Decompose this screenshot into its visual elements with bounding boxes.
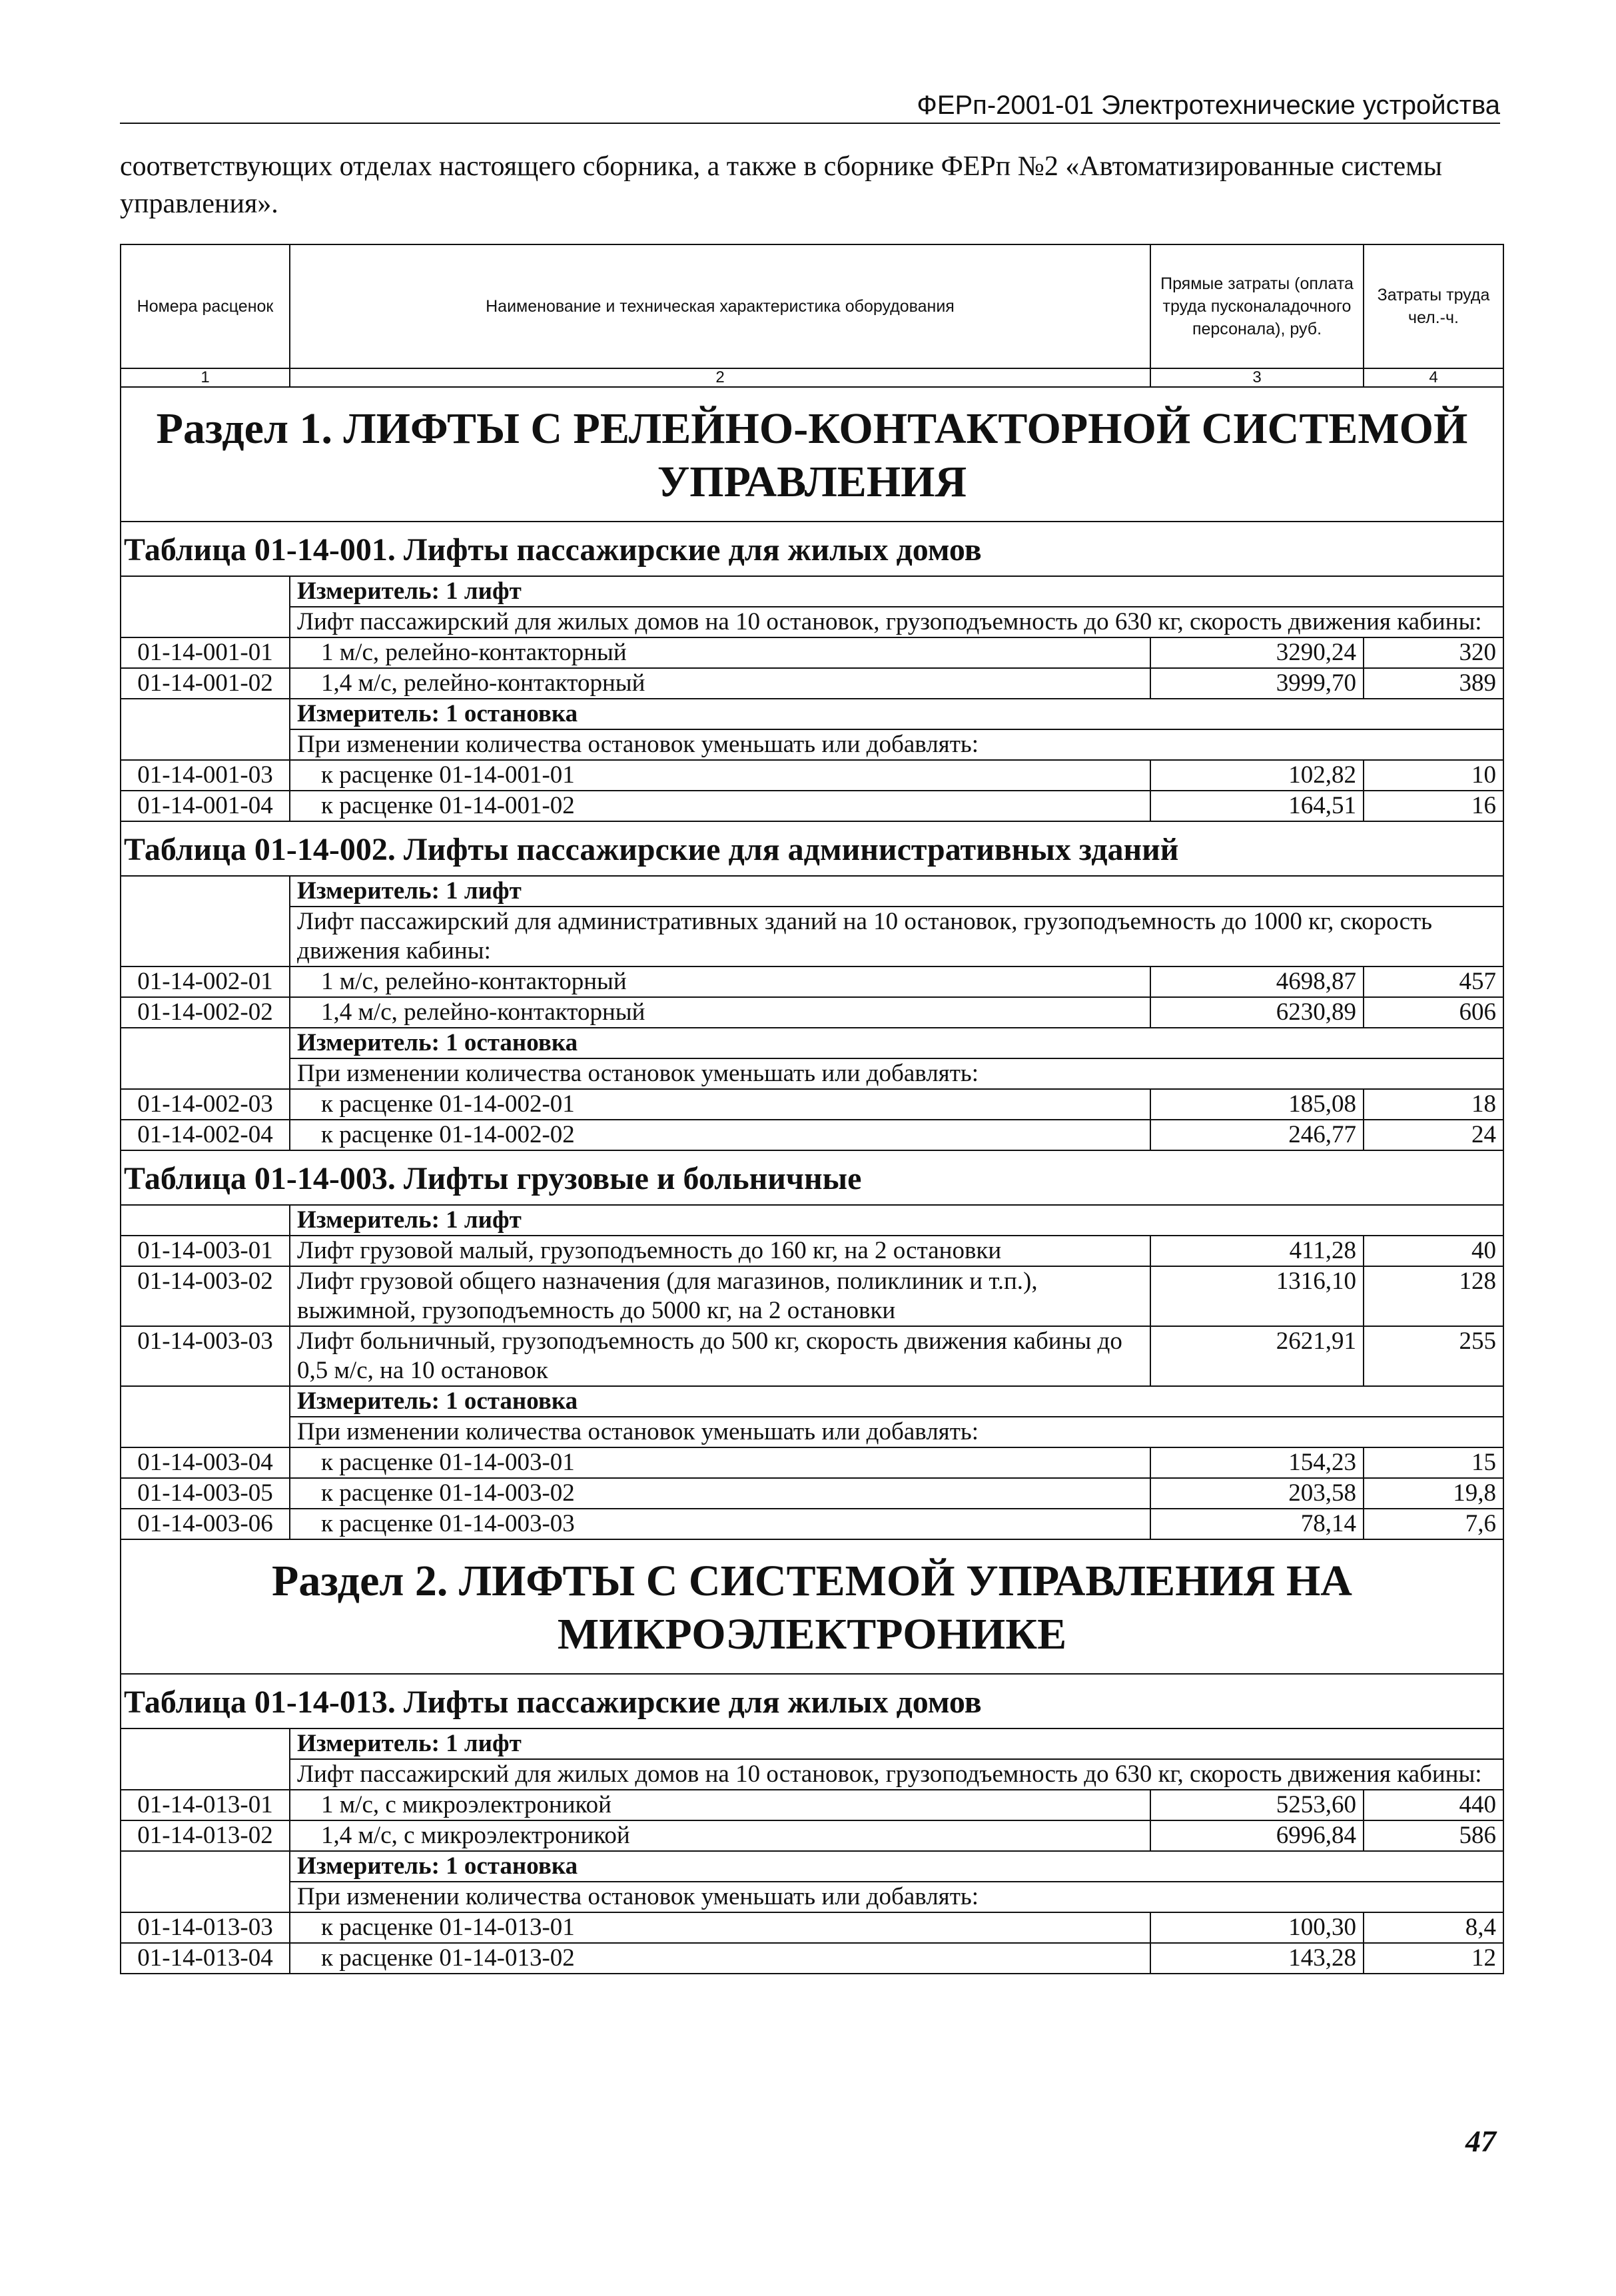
price-table-container [120, 244, 1503, 1974]
item-name: 1 м/с, релейно-контакторный [290, 966, 1150, 997]
labor-cost: 457 [1364, 966, 1503, 997]
header-col-cost: Прямые затраты (оплата труда пусконаладочного персонала), руб. [1150, 244, 1364, 368]
item-name: Лифт грузовой малый, грузоподъемность до 160 кг, на 2 остановки [290, 1236, 1150, 1266]
rate-code: 01-14-002-03 [121, 1089, 290, 1120]
direct-cost: 164,51 [1150, 791, 1364, 821]
direct-cost: 102,82 [1150, 760, 1364, 791]
group-description-text: Лифт пассажирский для жилых домов на 10 остановок, грузоподъемность до 630 кг, скорость движения кабины: [290, 1759, 1503, 1790]
measure-unit-text: Измеритель: 1 лифт [290, 576, 1503, 607]
table-title-text: Таблица 01-14-001. Лифты пассажирские для жилых домов [121, 522, 1503, 576]
rate-code: 01-14-002-04 [121, 1120, 290, 1150]
spacer-cell [121, 876, 290, 907]
labor-cost: 16 [1364, 791, 1503, 821]
header-col-name: Наименование и техническая характеристика оборудования [290, 244, 1150, 368]
column-number: 3 [1150, 368, 1364, 387]
table-row [121, 1790, 1503, 1820]
table-title [121, 1674, 1503, 1728]
labor-cost: 7,6 [1364, 1509, 1503, 1539]
labor-cost: 389 [1364, 668, 1503, 699]
group-description [121, 1058, 1503, 1089]
rate-code: 01-14-003-03 [121, 1326, 290, 1386]
group-description [121, 1882, 1503, 1912]
table-title [121, 1150, 1503, 1205]
group-description [121, 907, 1503, 966]
rate-code: 01-14-002-02 [121, 997, 290, 1028]
spacer-cell [121, 607, 290, 637]
table-row [121, 760, 1503, 791]
spacer-cell [121, 907, 290, 966]
table-row [121, 1912, 1503, 1943]
section-title-text: Раздел 2. ЛИФТЫ С СИСТЕМОЙ УПРАВЛЕНИЯ НА МИКРОЭЛЕКТРОНИКЕ [121, 1539, 1503, 1674]
direct-cost: 5253,60 [1150, 1790, 1364, 1820]
labor-cost: 19,8 [1364, 1478, 1503, 1509]
rate-code: 01-14-002-01 [121, 966, 290, 997]
spacer-cell [121, 1882, 290, 1912]
price-table [120, 244, 1504, 1974]
item-name: к расценке 01-14-002-01 [290, 1089, 1150, 1120]
group-description-text: Лифт пассажирский для жилых домов на 10 остановок, грузоподъемность до 630 кг, скорость движения кабины: [290, 607, 1503, 637]
direct-cost: 1316,10 [1150, 1266, 1364, 1326]
measure-unit [121, 1851, 1503, 1882]
labor-cost: 440 [1364, 1790, 1503, 1820]
item-name: 1,4 м/с, релейно-контакторный [290, 668, 1150, 699]
labor-cost: 128 [1364, 1266, 1503, 1326]
labor-cost: 606 [1364, 997, 1503, 1028]
rate-code: 01-14-003-01 [121, 1236, 290, 1266]
table-row [121, 1943, 1503, 1974]
page-number: 47 [1465, 2124, 1496, 2158]
item-name: Лифт грузовой общего назначения (для магазинов, поликлиник и т.п.), выжимной, грузоподъемность до 5000 кг, на 2 остановки [290, 1266, 1150, 1326]
direct-cost: 100,30 [1150, 1912, 1364, 1943]
group-description-text: При изменении количества остановок уменьшать или добавлять: [290, 1417, 1503, 1447]
group-description [121, 607, 1503, 637]
direct-cost: 2621,91 [1150, 1326, 1364, 1386]
table-row [121, 668, 1503, 699]
table-row [121, 637, 1503, 668]
labor-cost: 255 [1364, 1326, 1503, 1386]
measure-unit [121, 1205, 1503, 1236]
intro-paragraph: соответствующих отделах настоящего сборника, а также в сборнике ФЕРп №2 «Автоматизированные системы управления». [120, 151, 1442, 219]
group-description [121, 729, 1503, 760]
labor-cost: 24 [1364, 1120, 1503, 1150]
measure-unit-text: Измеритель: 1 остановка [290, 1386, 1503, 1417]
spacer-cell [121, 1205, 290, 1236]
measure-unit-text: Измеритель: 1 остановка [290, 1851, 1503, 1882]
direct-cost: 6230,89 [1150, 997, 1364, 1028]
item-name: к расценке 01-14-003-03 [290, 1509, 1150, 1539]
direct-cost: 78,14 [1150, 1509, 1364, 1539]
rate-code: 01-14-003-06 [121, 1509, 290, 1539]
measure-unit-text: Измеритель: 1 остановка [290, 1028, 1503, 1058]
spacer-cell [121, 1028, 290, 1058]
table-title [121, 821, 1503, 876]
table-row [121, 966, 1503, 997]
rate-code: 01-14-001-04 [121, 791, 290, 821]
header-title: ФЕРп-2001-01 Электротехнические устройства [917, 91, 1500, 120]
spacer-cell [121, 1417, 290, 1447]
rate-code: 01-14-001-02 [121, 668, 290, 699]
column-number: 1 [121, 368, 290, 387]
item-name: к расценке 01-14-001-01 [290, 760, 1150, 791]
column-number-row [121, 368, 1503, 387]
measure-unit-text: Измеритель: 1 остановка [290, 699, 1503, 729]
group-description [121, 1759, 1503, 1790]
section-title [121, 1539, 1503, 1674]
group-description-text: При изменении количества остановок уменьшать или добавлять: [290, 1882, 1503, 1912]
direct-cost: 3290,24 [1150, 637, 1364, 668]
table-row [121, 1266, 1503, 1326]
page-header [120, 88, 1500, 124]
item-name: к расценке 01-14-003-01 [290, 1447, 1150, 1478]
table-title-text: Таблица 01-14-002. Лифты пассажирские для административных зданий [121, 821, 1503, 876]
header-col-codes: Номера расценок [121, 244, 290, 368]
item-name: 1,4 м/с, релейно-контакторный [290, 997, 1150, 1028]
column-number: 4 [1364, 368, 1503, 387]
spacer-cell [121, 1759, 290, 1790]
section-title [121, 387, 1503, 522]
group-description-text: При изменении количества остановок уменьшать или добавлять: [290, 1058, 1503, 1089]
spacer-cell [121, 1386, 290, 1417]
rate-code: 01-14-001-03 [121, 760, 290, 791]
header-col-labor: Затраты труда чел.-ч. [1364, 244, 1503, 368]
table-header-row [121, 244, 1503, 368]
table-title-text: Таблица 01-14-003. Лифты грузовые и больничные [121, 1150, 1503, 1205]
direct-cost: 143,28 [1150, 1943, 1364, 1974]
table-row [121, 791, 1503, 821]
rate-code: 01-14-001-01 [121, 637, 290, 668]
direct-cost: 411,28 [1150, 1236, 1364, 1266]
measure-unit-text: Измеритель: 1 лифт [290, 1728, 1503, 1759]
table-row [121, 997, 1503, 1028]
direct-cost: 6996,84 [1150, 1820, 1364, 1851]
item-name: 1 м/с, с микроэлектроникой [290, 1790, 1150, 1820]
rate-code: 01-14-013-04 [121, 1943, 290, 1974]
table-row [121, 1478, 1503, 1509]
spacer-cell [121, 1058, 290, 1089]
spacer-cell [121, 1728, 290, 1759]
rate-code: 01-14-003-04 [121, 1447, 290, 1478]
item-name: 1,4 м/с, с микроэлектроникой [290, 1820, 1150, 1851]
labor-cost: 586 [1364, 1820, 1503, 1851]
rate-code: 01-14-013-03 [121, 1912, 290, 1943]
direct-cost: 4698,87 [1150, 966, 1364, 997]
rate-code: 01-14-013-01 [121, 1790, 290, 1820]
labor-cost: 18 [1364, 1089, 1503, 1120]
table-title [121, 522, 1503, 576]
column-number: 2 [290, 368, 1150, 387]
measure-unit-text: Измеритель: 1 лифт [290, 876, 1503, 907]
spacer-cell [121, 1851, 290, 1882]
measure-unit [121, 576, 1503, 607]
table-row [121, 1820, 1503, 1851]
table-title-text: Таблица 01-14-013. Лифты пассажирские для жилых домов [121, 1674, 1503, 1728]
rate-code: 01-14-003-02 [121, 1266, 290, 1326]
direct-cost: 246,77 [1150, 1120, 1364, 1150]
group-description [121, 1417, 1503, 1447]
group-description-text: Лифт пассажирский для административных зданий на 10 остановок, грузоподъемность до 1000 кг, скорость движения кабины: [290, 907, 1503, 966]
table-row [121, 1509, 1503, 1539]
item-name: к расценке 01-14-013-01 [290, 1912, 1150, 1943]
labor-cost: 8,4 [1364, 1912, 1503, 1943]
measure-unit-text: Измеритель: 1 лифт [290, 1205, 1503, 1236]
spacer-cell [121, 699, 290, 729]
measure-unit [121, 699, 1503, 729]
direct-cost: 203,58 [1150, 1478, 1364, 1509]
item-name: к расценке 01-14-001-02 [290, 791, 1150, 821]
table-row [121, 1120, 1503, 1150]
table-row [121, 1089, 1503, 1120]
measure-unit [121, 1028, 1503, 1058]
measure-unit [121, 876, 1503, 907]
item-name: к расценке 01-14-003-02 [290, 1478, 1150, 1509]
spacer-cell [121, 729, 290, 760]
item-name: к расценке 01-14-013-02 [290, 1943, 1150, 1974]
table-row [121, 1326, 1503, 1386]
labor-cost: 12 [1364, 1943, 1503, 1974]
rate-code: 01-14-003-05 [121, 1478, 290, 1509]
group-description-text: При изменении количества остановок уменьшать или добавлять: [290, 729, 1503, 760]
item-name: к расценке 01-14-002-02 [290, 1120, 1150, 1150]
labor-cost: 15 [1364, 1447, 1503, 1478]
spacer-cell [121, 576, 290, 607]
table-row [121, 1236, 1503, 1266]
section-title-text: Раздел 1. ЛИФТЫ С РЕЛЕЙНО-КОНТАКТОРНОЙ СИСТЕМОЙ УПРАВЛЕНИЯ [121, 387, 1503, 522]
measure-unit [121, 1386, 1503, 1417]
item-name: 1 м/с, релейно-контакторный [290, 637, 1150, 668]
table-row [121, 1447, 1503, 1478]
labor-cost: 320 [1364, 637, 1503, 668]
labor-cost: 40 [1364, 1236, 1503, 1266]
labor-cost: 10 [1364, 760, 1503, 791]
rate-code: 01-14-013-02 [121, 1820, 290, 1851]
direct-cost: 185,08 [1150, 1089, 1364, 1120]
direct-cost: 154,23 [1150, 1447, 1364, 1478]
item-name: Лифт больничный, грузоподъемность до 500 кг, скорость движения кабины до 0,5 м/с, на 10 остановок [290, 1326, 1150, 1386]
measure-unit [121, 1728, 1503, 1759]
direct-cost: 3999,70 [1150, 668, 1364, 699]
